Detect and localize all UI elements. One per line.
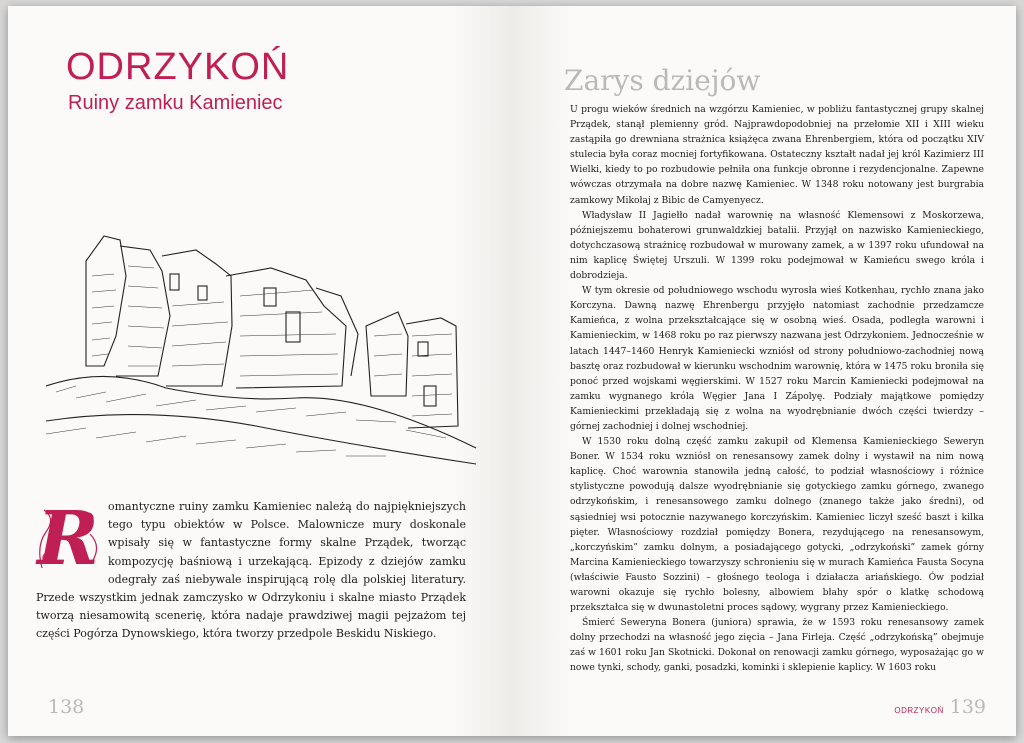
intro-text: omantyczne ruiny zamku Kamieniec należą do najpiękniejszych tego typu obiektów w Polsce. Malownicze mury doskonale wpisały się w fantastyczne formy skalne Prządek, tworząc kompozycję baśniową i urzekającą. Epizody z dziejów zamku odegrały zaś niebywale inspirującą rolę dla polskiej literatury. Przede wszystkim jednak zamczysko w Odrzykoniu i skalne miasto Prządek tworzą niesamowitą scenerię, która nadaje prawdziwej magii pejzażom tej części Pogórza Dynowskiego, która tworzy przedpole Beskidu Niskiego. [36,500,466,641]
paragraph: W tym okresie od południowego wschodu wyrosła wieś Kotkenhau, rychło znana jako Korczyna. Dawną nazwę Ehrenbergu przyjęło natomiast zachodnie przedzamcze Kamieńca, z wolna przekształcające się w osobną wieś. Osada, podległa warowni i Kamienieckim, w 1468 roku po raz pierwszy nazwana jest Odrzykoniem. Jednocześnie w latach 1447–1460 Henryk Kamieniecki wzniósł od strony południowo-zachodniej nową basztę oraz rozbudował w kierunku wschodnim warownię, która w 1475 roku broniła się ponoć przed wojskami węgierskimi. W 1527 roku Marcin Kamieniecki podejmował na zamku wygnanego króla Węgier Jana I Zápolyę. Podziały majątkowe pomiędzy Kamienieckimi przekładają się z wolna na wyodrębnianie dwóch części twierdzy – górnej zachodniej i dolnej wschodniej. [570,285,984,432]
paragraph: U progu wieków średnich na wzgórzu Kamieniec, w pobliżu fantastycznej grupy skalnej Prządek, stanął plemienny gród. Najprawdopodobniej na przełomie XII i XIII wieku zastąpiła go drewniana strażnica książęca zwana Ehrenbergiem, która od początku XIV stulecia była coraz mocniej fortyfikowana. Ostateczny kształt nadał jej król Kazimierz III Wielki, kiedy to po rozbudowie pełniła ona funkcje obronne i rezydencjonalne. Zapewne wówczas otrzymała na dobre nazwę Kamieniec. W 1348 roku notowany jest burgrabia zamkowy Mikołaj z Bibic de Camyenyecz. [570,104,984,206]
paragraph: W 1530 roku dolną część zamku zakupił od Klemensa Kamienieckiego Seweryn Boner. W 1534 roku wzniósł on renesansowy zamek dolny i wystawił na nim nową kaplicę. Choć warownia stanowiła jedną całość, to podział własnościowy i różnice stylistyczne powodują dalsze wyodrębnianie się gotyckiego zamku górnego, zwanego odrzykońskim, i renesansowego zamku dolnego (znanego także jako średni), od sąsiedniej wsi potocznie nazywanego korczyńskim. Kamieniec liczył sześć baszt i kilka pięter. Własnościowy rozdział pomiędzy Bonera, rezydującego na renesansowym, „korczyńskim” zamku dolnym, a posiadającego gotycki, „odrzykoński” zamek górny Marcina Kamienieckiego towarzyszy schronieniu się w murach Kamieńca Fausta Socyna (właściwie Fausto Sozzini) – głośnego teologa i działacza ariańskiego. Ów podział warowni okazuje się rychło bolesny, albowiem błahy spór o klatkę schodową przekształca się w dwunastoletni proces sądowy, wygrany przez Kamienieckiego. [570,436,984,614]
right-page [512,6,1016,736]
page-number-left: 138 [48,696,85,718]
page-subtitle: Ruiny zamku Kamieniec [68,92,283,114]
history-text [570,102,984,676]
running-head: ODRZYKOŃ [894,706,944,715]
intro-paragraph [36,498,466,644]
footer-right [894,696,986,718]
page-number-right: 139 [949,696,986,718]
book-spread [8,6,1016,736]
castle-ruins-drawing [46,216,476,466]
dropcap-letter: R [37,496,99,582]
left-page [8,6,512,736]
paragraph: Władysław II Jagiełło nadał warownię na własność Klemensowi z Moskorzewa, późniejszemu bohaterowi grunwaldzkiej batalii. Przyjął on nazwisko Kamienieckiego, dotychczasową strażnicę rozbudował w murowany zamek, a w 1397 roku ufundował na nim kaplicę Świętej Urszuli. W 1399 roku podejmował w Kamieńcu swego króla i dobrodzieja. [570,209,984,282]
paragraph: Śmierć Seweryna Bonera (juniora) sprawia, że w 1593 roku renesansowy zamek dolny przechodzi na własność jego zięcia – Jana Firleja. Część „odrzykońską” obejmuje zaś w 1601 roku Jan Skotnicki. Dokonał on renowacji zamku górnego, wyposażając go w nowe tynki, schody, ganki, posadzki, kominki i sklepienie kaplicy. W 1603 roku [570,617,984,674]
page-title: ODRZYKOŃ [66,46,290,88]
section-title: Zarys dziejów [564,64,761,97]
dropcap [36,496,100,582]
